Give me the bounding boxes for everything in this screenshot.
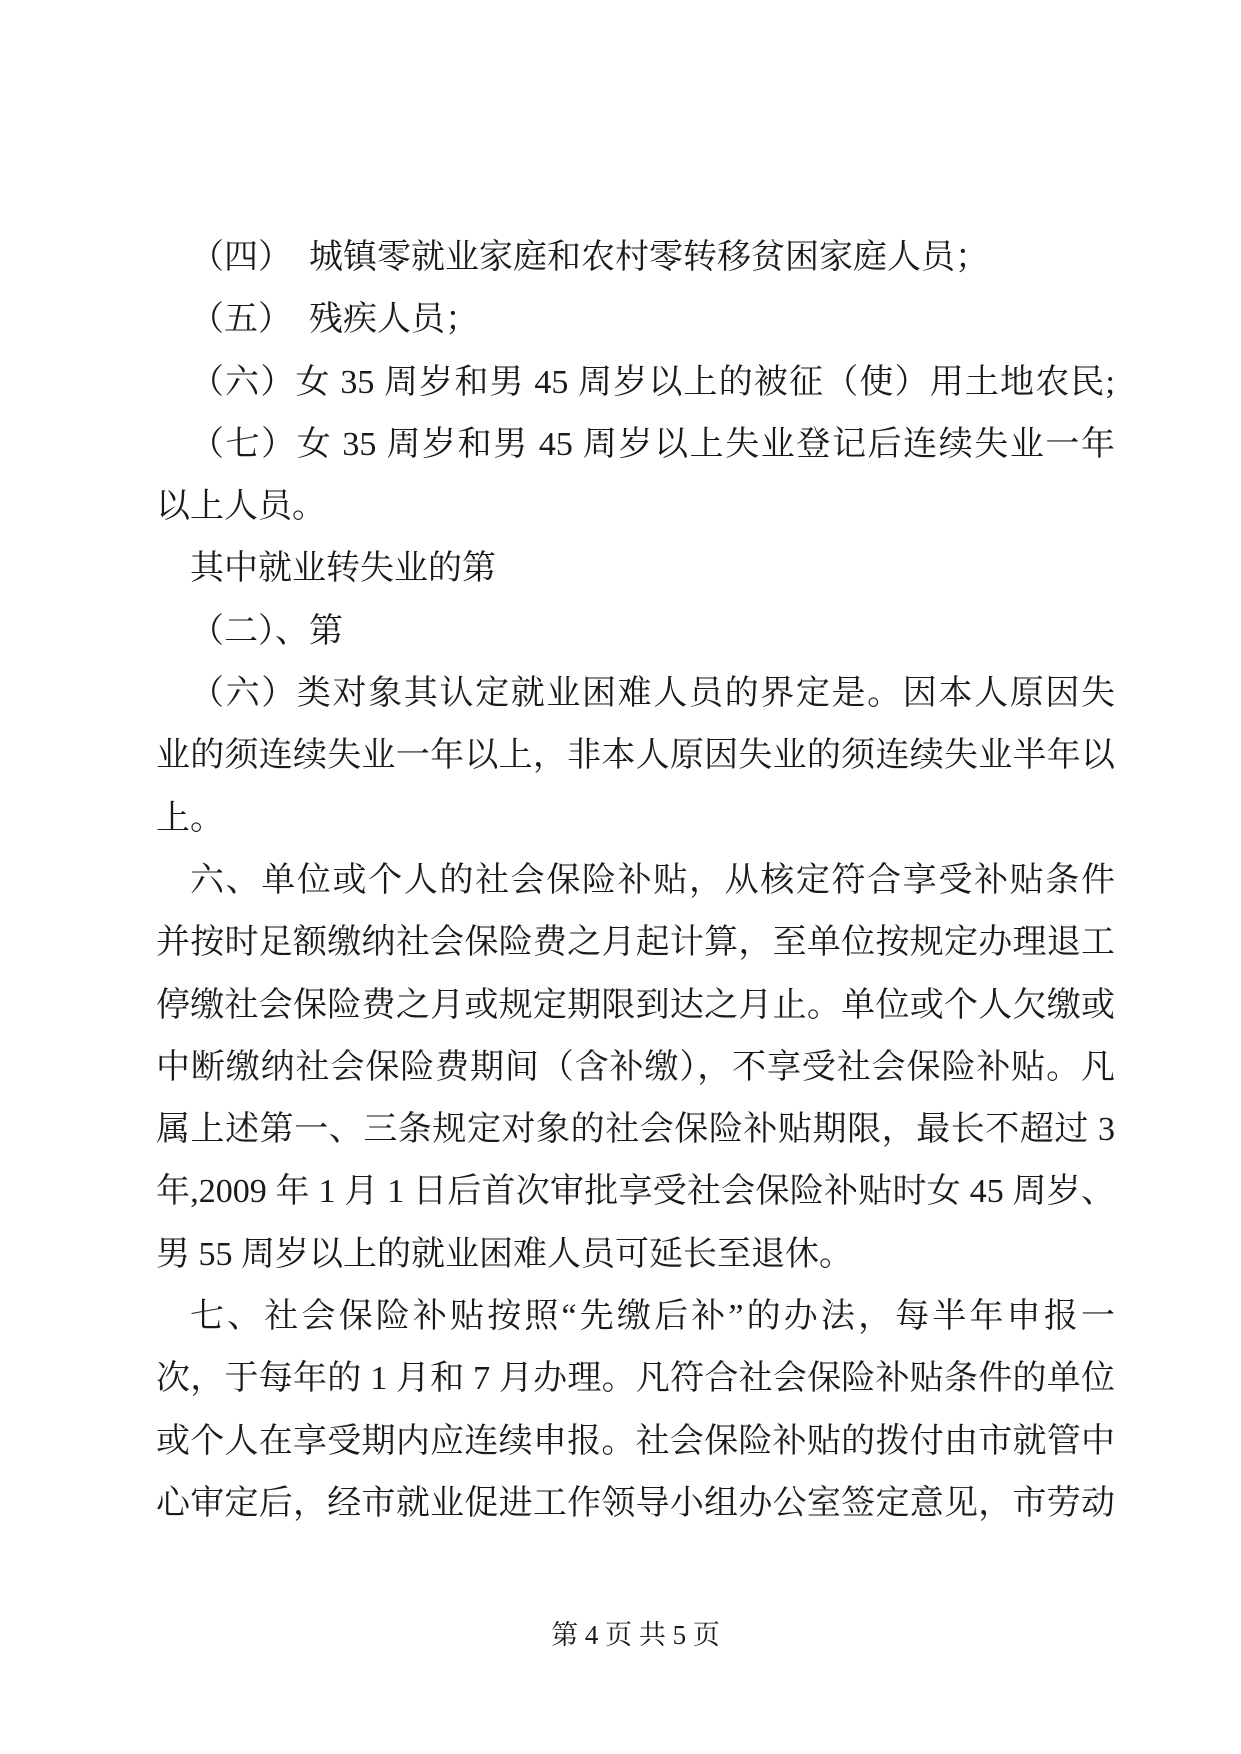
text-line: 上。	[156, 799, 224, 837]
text-line: （六）女 35 周岁和男 45 周岁以上的被征（使）用土地农民;	[190, 363, 1115, 401]
text-line: 停缴社会保险费之月或规定期限到达之月止。单位或个人欠缴或	[156, 986, 1115, 1024]
text-line: 中断缴纳社会保险费期间（含补缴），不享受社会保险补贴。凡	[156, 1048, 1115, 1086]
text-line: 七、社会保险补贴按照“先缴后补”的办法，每半年申报一	[190, 1298, 1115, 1336]
text-line: （七）女 35 周岁和男 45 周岁以上失业登记后连续失业一年	[190, 425, 1115, 463]
text-line: 并按时足额缴纳社会保险费之月起计算，至单位按规定办理退工	[156, 924, 1115, 962]
text-line: 男 55 周岁以上的就业困难人员可延长至退休。	[156, 1235, 853, 1273]
text-line: 以上人员。	[156, 488, 326, 526]
text-line: 其中就业转失业的第	[190, 550, 496, 588]
text-line: （二）、第	[190, 612, 343, 650]
text-line: 六、单位或个人的社会保险补贴，从核定符合享受补贴条件	[190, 861, 1115, 899]
text-line: （四） 城镇零就业家庭和农村零转移贫困家庭人员；	[190, 239, 989, 276]
text-line: （五） 残疾人员；	[190, 301, 479, 339]
text-line: 心审定后，经市就业促进工作领导小组办公室签定意见，市劳动	[156, 1484, 1115, 1522]
text-line: 属上述第一、三条规定对象的社会保险补贴期限，最长不超过 3	[156, 1111, 1115, 1149]
document-body	[156, 227, 1115, 1535]
text-line: 或个人在享受期内应连续申报。社会保险补贴的拨付由市就管中	[156, 1422, 1115, 1460]
text-line: 业的须连续失业一年以上，非本人原因失业的须连续失业半年以	[156, 737, 1115, 775]
page-footer: 第 4 页 共 5 页	[551, 1620, 720, 1650]
text-line: 次，于每年的 1 月和 7 月办理。凡符合社会保险补贴条件的单位	[156, 1360, 1115, 1398]
text-line: （六）类对象其认定就业困难人员的界定是。因本人原因失	[190, 675, 1115, 713]
text-line: 年,2009 年 1 月 1 日后首次审批享受社会保险补贴时女 45 周岁、	[156, 1173, 1115, 1211]
